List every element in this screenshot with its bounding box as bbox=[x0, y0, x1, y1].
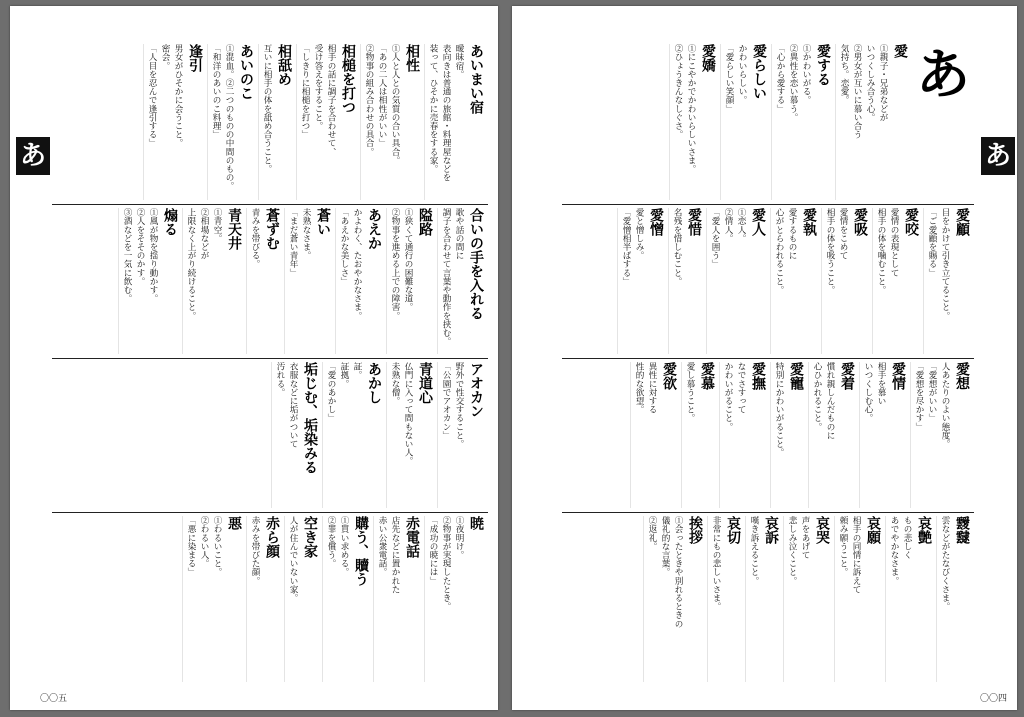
entry-headword: 購う、贖う bbox=[353, 516, 369, 586]
entry-headword: 愛慕 bbox=[699, 362, 715, 390]
entry-definition: 特別にかわいがること。 bbox=[774, 362, 784, 457]
entry-headword: あいのこ bbox=[238, 44, 254, 100]
dictionary-entry bbox=[719, 362, 770, 508]
entry-definition: 「人目を忍んで逢引する」 bbox=[147, 44, 157, 148]
right-page bbox=[512, 6, 1017, 710]
entry-headword: あかし bbox=[366, 362, 382, 404]
entry-definition: 野外で性交すること。 bbox=[454, 362, 464, 448]
entry-headword: 愛咬 bbox=[903, 208, 919, 236]
entry-definition: 「成功の暁には」 bbox=[428, 516, 438, 585]
dictionary-entry bbox=[437, 208, 488, 354]
entry-headword: 哀艶 bbox=[916, 516, 932, 544]
entry-headword: 愛人 bbox=[750, 208, 766, 236]
dictionary-entry bbox=[437, 362, 488, 508]
entry-headword: 愛着 bbox=[839, 362, 855, 390]
entry-definition: 異性に対する bbox=[647, 362, 657, 414]
entry-definition: ②情人。 bbox=[723, 208, 733, 243]
entry-headword: 煽る bbox=[162, 208, 178, 236]
dictionary-entry bbox=[424, 44, 488, 200]
entry-definition: 男女がひそかに会うこと。 bbox=[173, 44, 183, 148]
dictionary-entry bbox=[386, 208, 437, 354]
section-heading: あ bbox=[916, 43, 970, 106]
dictionary-entry bbox=[246, 208, 284, 354]
entry-definition: あでやかなさま。 bbox=[889, 516, 899, 585]
dictionary-entry bbox=[296, 44, 360, 200]
entry-definition: ③酒などを一気に飲む。 bbox=[122, 208, 132, 303]
entry-headword: 哀切 bbox=[725, 516, 741, 544]
entry-definition: 店先などに置かれた bbox=[390, 516, 400, 594]
right-band-4 bbox=[562, 516, 974, 682]
entry-definition: ①恋人。 bbox=[736, 208, 746, 243]
entry-definition: 慣れ親しんだものに bbox=[825, 362, 835, 440]
entry-definition: 頼み願うこと。 bbox=[838, 516, 848, 577]
dictionary-entry bbox=[630, 362, 681, 508]
entry-headword: 愛憎 bbox=[648, 208, 664, 236]
dictionary-entry bbox=[335, 208, 386, 354]
entry-definition: 相手の同情に訴えて bbox=[851, 516, 861, 594]
entry-definition: 気持ち。恋愛。 bbox=[839, 44, 849, 105]
entry-definition: 非常にもの悲しいさま。 bbox=[711, 516, 721, 611]
entry-definition: 仏門に入って間もない人。 bbox=[403, 362, 413, 466]
entry-definition: ②男女が互いに慕い合う bbox=[852, 44, 862, 139]
entry-headword: あいまい宿 bbox=[468, 44, 484, 114]
entry-definition: 「愛人を囲う」 bbox=[710, 208, 720, 269]
dictionary-entry bbox=[859, 362, 910, 508]
left-band-1 bbox=[52, 44, 488, 200]
entry-headword: 垢じむ、垢染みる bbox=[302, 362, 318, 474]
entry-headword: 隘路 bbox=[417, 208, 433, 236]
dictionary-entry bbox=[118, 208, 182, 354]
left-page bbox=[10, 6, 498, 710]
dictionary-entry bbox=[284, 516, 322, 682]
entry-definition: ①人と人との気質の合い具合。 bbox=[390, 44, 400, 165]
entry-definition: ①狭くて通行の困難な道。 bbox=[403, 208, 413, 312]
divider bbox=[52, 358, 488, 359]
entry-definition: 表向きは普通の旅館・料理屋などを bbox=[441, 44, 451, 182]
entry-definition: ①夜明け。 bbox=[454, 516, 464, 559]
entry-headword: 愛らしい bbox=[751, 44, 767, 100]
dictionary-entry bbox=[706, 208, 770, 354]
entry-definition: ①風が物を揺り動かす。 bbox=[148, 208, 158, 303]
right-band-1 bbox=[562, 44, 912, 200]
entry-headword: 相舐め bbox=[276, 44, 292, 86]
entry-definition: 証。 bbox=[352, 362, 362, 380]
entry-definition: 雲などがたなびくさま。 bbox=[940, 516, 950, 611]
entry-definition: 受け答えをすること。 bbox=[313, 44, 323, 130]
entry-headword: あえか bbox=[366, 208, 382, 250]
entry-definition: 装って、ひそかに売春をする家。 bbox=[428, 44, 438, 173]
entry-definition: 「悪に染まる」 bbox=[186, 516, 196, 577]
entry-headword: 逢引 bbox=[187, 44, 203, 72]
dictionary-entry bbox=[182, 208, 246, 354]
entry-definition: ②人をそそのかす。 bbox=[135, 208, 145, 286]
entry-definition: 声をあげて bbox=[800, 516, 810, 559]
entry-definition: ①わるいこと。 bbox=[212, 516, 222, 577]
entry-definition: 相手の体を吸うこと。 bbox=[825, 208, 835, 294]
entry-headword: 愛執 bbox=[801, 208, 817, 236]
index-tab: あ bbox=[981, 137, 1015, 175]
dictionary-entry bbox=[617, 208, 668, 354]
dictionary-entry bbox=[745, 516, 783, 682]
dictionary-entry bbox=[643, 516, 707, 682]
entry-definition: もの悲しく bbox=[902, 516, 912, 559]
left-band-4 bbox=[52, 516, 488, 682]
entry-definition: ②相場などが bbox=[199, 208, 209, 260]
dictionary-entry bbox=[834, 516, 885, 682]
dictionary-entry bbox=[258, 44, 296, 200]
entry-headword: 相性 bbox=[404, 44, 420, 72]
entry-definition: 相手の体を噛むこと。 bbox=[876, 208, 886, 294]
entry-definition: 愛情をこめて bbox=[838, 208, 848, 260]
entry-definition: 人あたりのよい態度。 bbox=[940, 362, 950, 448]
entry-definition: 愛情の表現として bbox=[889, 208, 899, 277]
divider bbox=[562, 358, 974, 359]
dictionary-entry bbox=[821, 208, 872, 354]
entry-definition: 「公園でアオカン」 bbox=[441, 362, 451, 440]
dictionary-entry bbox=[373, 516, 424, 682]
entry-headword: アオカン bbox=[468, 362, 484, 418]
entry-definition: ②異性を恋い慕う。 bbox=[788, 44, 798, 122]
entry-definition: 証拠。 bbox=[339, 362, 349, 388]
entry-headword: 挨拶 bbox=[687, 516, 703, 544]
entry-definition: いつくしみ合う心。 bbox=[865, 44, 875, 122]
entry-headword: 愛惜 bbox=[686, 208, 702, 236]
divider bbox=[52, 204, 488, 205]
dictionary-entry bbox=[835, 44, 912, 200]
dictionary-entry bbox=[360, 44, 424, 200]
entry-headword: 愛撫 bbox=[750, 362, 766, 390]
divider bbox=[52, 512, 488, 513]
entry-headword: 蒼い bbox=[315, 208, 331, 236]
entry-headword: 愛顧 bbox=[954, 208, 970, 236]
entry-definition: かわいがること。 bbox=[723, 362, 733, 431]
entry-headword: 哀哭 bbox=[814, 516, 830, 544]
entry-definition: ②物事が実現したとき。 bbox=[441, 516, 451, 611]
entry-definition: なでさすって bbox=[736, 362, 746, 414]
entry-definition: 「ご愛顧を賜る」 bbox=[927, 208, 937, 277]
entry-definition: 性的な欲望。 bbox=[634, 362, 644, 414]
entry-definition: 名残を惜しむこと。 bbox=[672, 208, 682, 286]
entry-definition: 愛するものに bbox=[787, 208, 797, 260]
entry-headword: 合いの手を入れる bbox=[468, 208, 484, 320]
entry-definition: かわいらしい。 bbox=[737, 44, 747, 105]
dictionary-entry bbox=[681, 362, 719, 508]
entry-definition: 相手の話に調子を合わせて、 bbox=[326, 44, 336, 156]
entry-definition: ①混血。②二つのものの中間のもの。 bbox=[224, 44, 234, 191]
entry-headword: 暁 bbox=[468, 516, 484, 530]
right-band-3 bbox=[562, 362, 974, 508]
entry-headword: 愛 bbox=[892, 44, 908, 58]
entry-headword: 相槌を打つ bbox=[340, 44, 356, 114]
entry-definition: ②返礼。 bbox=[647, 516, 657, 551]
entry-definition: 密会。 bbox=[160, 44, 170, 70]
dictionary-entry bbox=[143, 44, 207, 200]
dictionary-entry bbox=[322, 516, 373, 682]
entry-headword: 愛嬌 bbox=[700, 44, 716, 72]
dictionary-entry bbox=[669, 44, 720, 200]
entry-definition: 曖昧宿。 bbox=[454, 44, 464, 79]
entry-definition: ①買い求める。 bbox=[339, 516, 349, 577]
entry-definition: ①にこやかでかわいらしいさま。 bbox=[686, 44, 696, 173]
entry-definition: いつくしむ心。 bbox=[863, 362, 873, 423]
entry-headword: 青道心 bbox=[417, 362, 433, 404]
dictionary-entry bbox=[808, 362, 859, 508]
entry-definition: 嘆き訴えること。 bbox=[749, 516, 759, 585]
entry-definition: 心ひかれること。 bbox=[812, 362, 822, 431]
dictionary-entry bbox=[936, 516, 974, 682]
dictionary-entry bbox=[284, 208, 335, 354]
entry-definition: 「しきりに相槌を打つ」 bbox=[300, 44, 310, 139]
entry-definition: ①親子・兄弟などが bbox=[878, 44, 888, 122]
entry-definition: 「あえかな美しさ」 bbox=[339, 208, 349, 286]
entry-definition: 心がとらわれること。 bbox=[774, 208, 784, 294]
entry-definition: 「心から愛する」 bbox=[775, 44, 785, 113]
dictionary-entry bbox=[770, 208, 821, 354]
entry-definition: 人が住んでいない家。 bbox=[288, 516, 298, 602]
entry-definition: 「愛のあかし」 bbox=[326, 362, 336, 423]
entry-definition: 調子を合わせて言葉や動作を挟む。 bbox=[441, 208, 451, 346]
entry-definition: 赤みを帯びた顔。 bbox=[250, 516, 260, 585]
entry-definition: ①かわいがる。 bbox=[801, 44, 811, 105]
left-band-3 bbox=[52, 362, 488, 508]
entry-headword: 愛情 bbox=[890, 362, 906, 390]
dictionary-entry bbox=[707, 516, 745, 682]
dictionary-entry bbox=[271, 362, 322, 508]
entry-definition: 汚れる。 bbox=[275, 362, 285, 397]
entry-definition: ①青空。 bbox=[212, 208, 222, 243]
entry-definition: 互いに相手の体を舐め合うこと。 bbox=[262, 44, 272, 173]
entry-definition: 相手を慕い bbox=[876, 362, 886, 405]
entry-headword: 悪 bbox=[226, 516, 242, 530]
dictionary-entry bbox=[770, 362, 808, 508]
entry-headword: 愛欲 bbox=[661, 362, 677, 390]
divider bbox=[562, 512, 974, 513]
entry-headword: 愛想 bbox=[954, 362, 970, 390]
page-number: 〇〇五 bbox=[40, 694, 68, 704]
entry-definition: 儀礼的な言葉。 bbox=[660, 516, 670, 577]
divider bbox=[562, 204, 974, 205]
entry-headword: 哀願 bbox=[865, 516, 881, 544]
entry-definition: ①会ったときや別れるときの bbox=[673, 516, 683, 628]
entry-definition: 赤い公衆電話。 bbox=[377, 516, 387, 577]
entry-definition: 「まだ蒼い青年」 bbox=[288, 208, 298, 277]
entry-headword: 哀訴 bbox=[763, 516, 779, 544]
dictionary-entry bbox=[424, 516, 488, 682]
left-band-2 bbox=[52, 208, 488, 354]
dictionary-entry bbox=[182, 516, 246, 682]
dictionary-entry bbox=[322, 362, 386, 508]
entry-headword: 蒼ずむ bbox=[264, 208, 280, 250]
entry-definition: 「愛憎相半ばする」 bbox=[621, 208, 631, 286]
entry-definition: 目をかけて引き立てること。 bbox=[940, 208, 950, 320]
entry-definition: ②物事の組み合わせの具合。 bbox=[364, 44, 374, 156]
entry-definition: 「愛想がいい」 bbox=[927, 362, 937, 423]
dictionary-entry bbox=[668, 208, 706, 354]
page-number: 〇〇四 bbox=[979, 694, 1007, 704]
entry-definition: 愛と憎しみ。 bbox=[634, 208, 644, 260]
entry-definition: 「愛らしい笑顔」 bbox=[724, 44, 734, 113]
index-tab: あ bbox=[16, 137, 50, 175]
entry-definition: 未熟な僧。 bbox=[390, 362, 400, 405]
entry-definition: 愛し慕うこと。 bbox=[685, 362, 695, 423]
entry-definition: 「あの二人は相性がいい」 bbox=[377, 44, 387, 148]
dictionary-entry bbox=[771, 44, 835, 200]
entry-headword: 愛する bbox=[815, 44, 831, 86]
dictionary-entry bbox=[910, 362, 974, 508]
right-band-2 bbox=[562, 208, 974, 354]
entry-headword: 愛寵 bbox=[788, 362, 804, 390]
dictionary-entry bbox=[386, 362, 437, 508]
dictionary-entry bbox=[923, 208, 974, 354]
entry-definition: 「和洋のあいのこ料理」 bbox=[211, 44, 221, 139]
dictionary-entry bbox=[207, 44, 258, 200]
entry-headword: 愛吸 bbox=[852, 208, 868, 236]
dictionary-entry bbox=[720, 44, 771, 200]
entry-definition: 未熟なさま。 bbox=[301, 208, 311, 260]
entry-headword: 靉靆 bbox=[954, 516, 970, 544]
entry-definition: ②罪を償う。 bbox=[326, 516, 336, 568]
entry-headword: 赤ら顔 bbox=[264, 516, 280, 558]
dictionary-entry bbox=[885, 516, 936, 682]
entry-definition: 歌や話の間に bbox=[454, 208, 464, 260]
entry-definition: かよわく、たおやかなさま。 bbox=[352, 208, 362, 320]
entry-headword: 青天井 bbox=[226, 208, 242, 250]
entry-definition: ②ひょうきんなしぐさ。 bbox=[673, 44, 683, 139]
entry-definition: 衣服などに垢がついて bbox=[288, 362, 298, 448]
entry-definition: 青みを帯びる。 bbox=[250, 208, 260, 269]
entry-definition: ②物事を進める上での障害。 bbox=[390, 208, 400, 320]
dictionary-entry bbox=[246, 516, 284, 682]
entry-definition: 悲しみ泣くこと。 bbox=[787, 516, 797, 585]
entry-definition: 上限なく上がり続けること。 bbox=[186, 208, 196, 320]
dictionary-entry bbox=[783, 516, 834, 682]
entry-definition: ②わるい人。 bbox=[199, 516, 209, 568]
entry-headword: 空き家 bbox=[302, 516, 318, 558]
dictionary-entry bbox=[872, 208, 923, 354]
entry-definition: 「愛想を尽かす」 bbox=[914, 362, 924, 431]
entry-headword: 赤電話 bbox=[404, 516, 420, 558]
